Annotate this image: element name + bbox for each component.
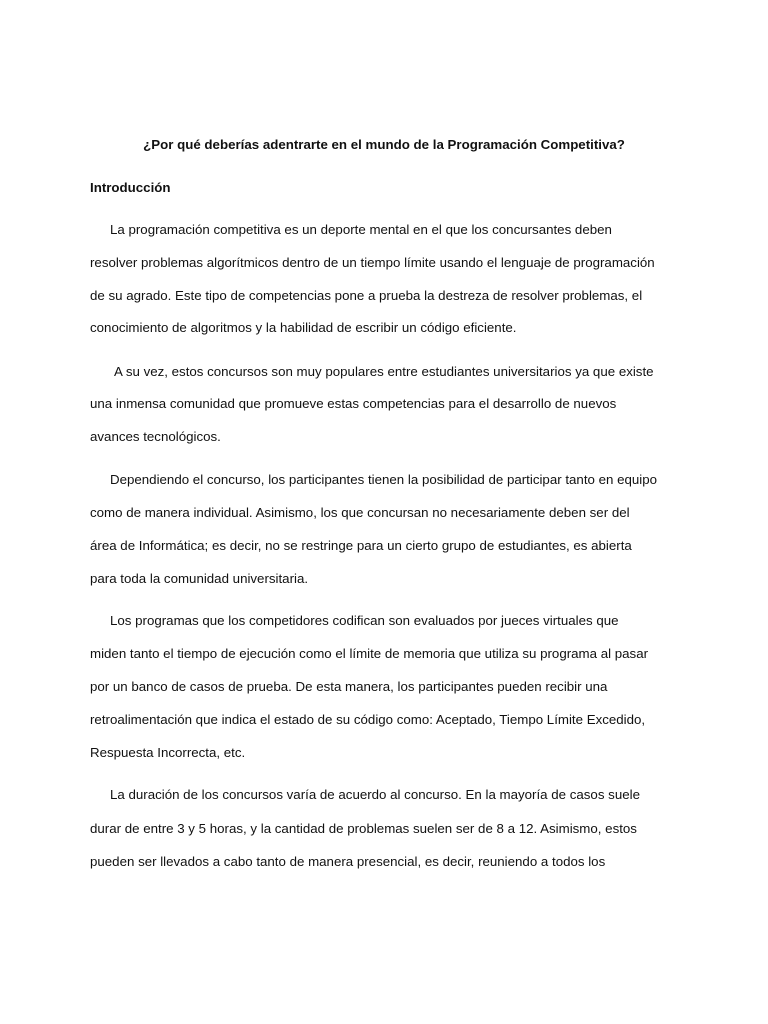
text-line: conocimiento de algoritmos y la habilidad de escribir un código eficiente. [90, 320, 517, 335]
text-line: retroalimentación que indica el estado de su código como: Aceptado, Tiempo Límite Excedido, [90, 712, 646, 727]
text-line: avances tecnológicos. [90, 429, 221, 444]
text-line: Dependiendo el concurso, los participantes tienen la posibilidad de participar tanto en equipo [110, 472, 658, 487]
text-line: pueden ser llevados a cabo tanto de manera presencial, es decir, reuniendo a todos los [90, 854, 606, 869]
document-title: ¿Por qué deberías adentrarte en el mundo de la Programación Competitiva? [143, 137, 625, 152]
text-line: durar de entre 3 y 5 horas, y la cantidad de problemas suelen ser de 8 a 12. Asimismo, estos [90, 821, 637, 836]
text-line: Los programas que los competidores codifican son evaluados por jueces virtuales que [110, 613, 619, 628]
text-line: una inmensa comunidad que promueve estas competencias para el desarrollo de nuevos [90, 396, 617, 411]
text-line: A su vez, estos concursos son muy populares entre estudiantes universitarios ya que existe [114, 364, 654, 379]
section-heading: Introducción [90, 180, 171, 195]
text-line: La programación competitiva es un deporte mental en el que los concursantes deben [110, 222, 612, 237]
text-line: por un banco de casos de prueba. De esta manera, los participantes pueden recibir una [90, 679, 608, 694]
text-line: La duración de los concursos varía de acuerdo al concurso. En la mayoría de casos suele [110, 787, 640, 802]
text-line: para toda la comunidad universitaria. [90, 571, 309, 586]
text-line: como de manera individual. Asimismo, los que concursan no necesariamente deben ser del [90, 505, 630, 520]
text-line: miden tanto el tiempo de ejecución como el límite de memoria que utiliza su programa al pasar [90, 646, 649, 661]
text-line: de su agrado. Este tipo de competencias pone a prueba la destreza de resolver problemas, el [90, 288, 643, 303]
text-line: Respuesta Incorrecta, etc. [90, 745, 246, 760]
text-line: área de Informática; es decir, no se restringe para un cierto grupo de estudiantes, es abierta [90, 538, 632, 553]
text-line: resolver problemas algorítmicos dentro de un tiempo límite usando el lenguaje de programación [90, 255, 655, 270]
